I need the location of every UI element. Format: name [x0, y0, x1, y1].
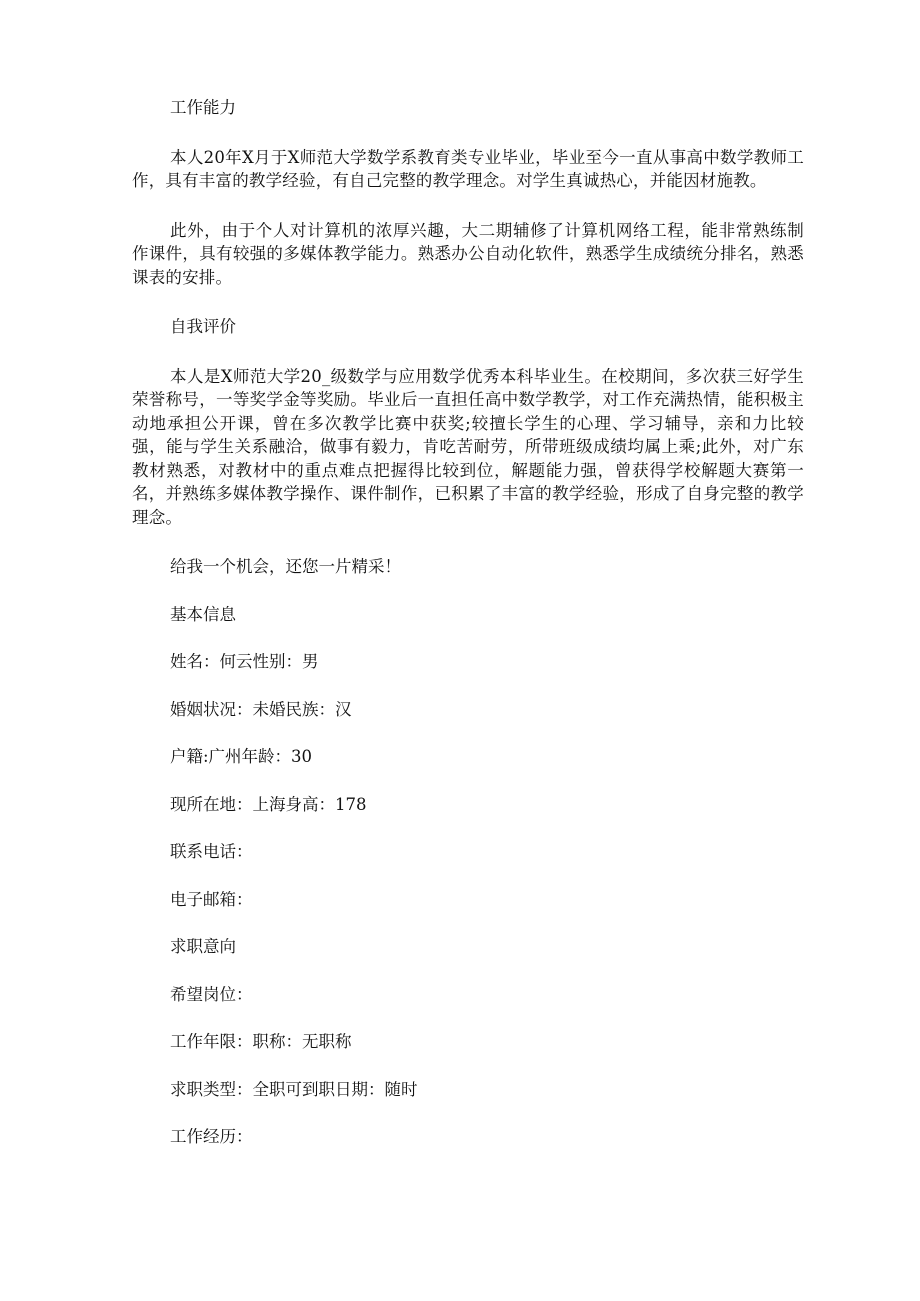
info-location-height: 现所在地：上海身高：178: [170, 794, 367, 814]
work-ability-paragraph-1: 本人20年X月于X师范大学数学系教育类专业毕业，毕业至今一直从事高中数学教师工作，具有丰富的教学经验，有自己完整的教学理念。对学生真诚热心，并能因材施教。: [132, 147, 804, 190]
section-heading-job-intent: 求职意向: [170, 937, 236, 956]
intent-position: 希望岗位：: [170, 984, 253, 1004]
info-hukou-age: 户籍:广州年龄：30: [170, 747, 313, 766]
work-ability-paragraph-2: 此外，由于个人对计算机的浓厚兴趣，大二期辅修了计算机网络工程，能非常熟练制作课件，具有较强的多媒体教学能力。熟悉办公自动化软件，熟悉学生成绩统分排名，熟悉课表的安排。: [132, 220, 804, 287]
self-evaluation-paragraph: 本人是X师范大学20_级数学与应用数学优秀本科毕业生。在校期间，多次获三好学生荣誉称号，一等奖学金等奖励。毕业后一直担任高中数学教学，对工作充满热情，能积极主动地承担公开课，曾在多次教学比赛中获奖;较擅长学生的心理、学习辅导，亲和力比较强，能与学生关系融洽，做事有毅力，肯吃苦耐劳，所带班级成绩均属上乘;此外，对广东教材熟悉，对教材中的重点难点把握得比较到位，解题能力强，曾获得学校解题大赛第一名，并熟练多媒体教学操作、课件制作，已积累了丰富的教学经验，形成了自身完整的教学理念。: [132, 366, 804, 527]
intent-type-date: 求职类型：全职可到职日期：随时: [170, 1079, 418, 1099]
intent-years-title: 工作年限：职称：无职称: [170, 1032, 352, 1051]
section-heading-basic-info: 基本信息: [170, 604, 236, 624]
slogan-line: 给我一个机会，还您一片精采！: [170, 557, 401, 576]
section-heading-self-evaluation: 自我评价: [170, 317, 236, 336]
info-phone: 联系电话：: [170, 842, 253, 861]
section-heading-work-ability: 工作能力: [170, 98, 236, 117]
info-name-gender: 姓名：何云性别：男: [170, 652, 319, 671]
resume-document: [132, 96, 804, 1149]
intent-work-experience: 工作经历：: [170, 1127, 253, 1146]
info-marital-ethnic: 婚姻状况：未婚民族：汉: [170, 699, 352, 719]
info-email: 电子邮箱：: [170, 889, 253, 909]
